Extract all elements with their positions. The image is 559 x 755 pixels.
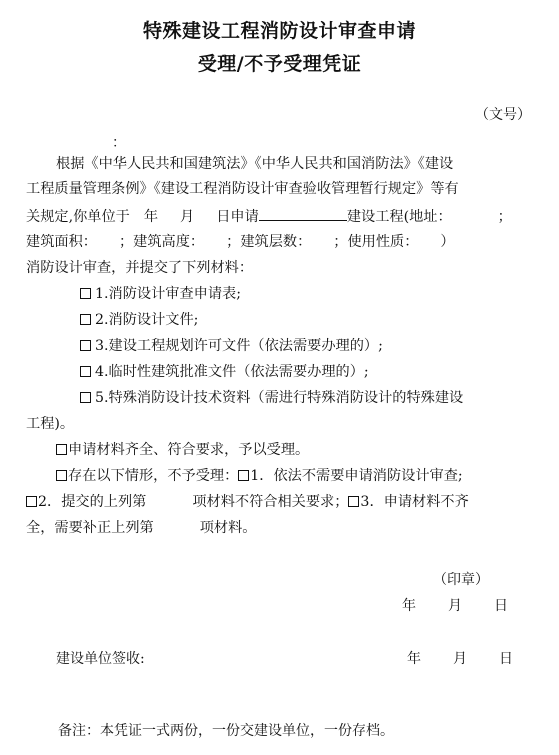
reject-reason-3-tail: 项材料。 [199,520,257,536]
material-item-3 [80,336,383,356]
date-year: 年 [407,651,421,667]
checkbox-material-3[interactable] [80,340,91,351]
reject-option [56,466,463,486]
seal-label: （印章） [433,572,489,588]
applied-on-text: 关规定,你单位于 [26,209,130,225]
separator: ； [226,234,241,250]
para1-line2: 工程质量管理条例》《建设工程消防设计审查验收管理暂行规定》等有 [26,181,459,197]
remark-note: 备注：本凭证一式两份，一份交建设单位，一份存档。 [58,723,394,739]
date-day: 日 [494,598,508,614]
para1-line5: 消防设计审查，并提交了下列材料： [26,260,254,276]
title-line-1: 特殊建设工程消防设计审查申请 [142,20,416,42]
year-text: 年 [143,209,159,225]
material-label: 4.临时性建筑批准文件（依法需要办理的）; [95,364,369,380]
material-label: 2.消防设计文件; [95,312,199,328]
material-item-5 [80,388,463,408]
date-day: 日 [499,651,513,667]
title-line-2: 受理/不予受理凭证 [197,53,362,75]
building-height-label: 建筑高度： [133,234,205,250]
seal-date [397,595,513,615]
date-year: 年 [402,598,416,614]
reject-reason-3-label: 3．申请材料不齐 [360,494,469,510]
checkbox-material-4[interactable] [80,366,91,377]
reject-label: 存在以下情形，不予受理： [68,468,239,484]
para1-line1: 根据《中华人民共和国建筑法》《中华人民共和国消防法》《建设 [56,156,454,172]
separator: ； [118,234,134,250]
para1-line4 [26,232,455,252]
building-area-label: 建筑面积： [26,234,97,250]
material-label: 5.特殊消防设计技术资料（需进行特殊消防设计的特殊建设 [95,390,464,406]
checkbox-reject-reason-2[interactable] [26,496,37,507]
month-text: 月 [180,209,195,225]
para1-line3 [26,206,512,227]
date-month: 月 [453,651,467,667]
separator: ； [497,209,512,225]
closing-paren: ） [440,234,455,250]
building-floors-label: 建筑层数： [240,234,312,250]
project-address-text: 建设工程(地址： [346,209,452,225]
day-apply-text: 日申请 [216,209,259,225]
accept-option [56,440,309,460]
material-item-2 [80,310,198,330]
checkbox-material-2[interactable] [80,314,91,325]
checkbox-material-5[interactable] [80,392,91,403]
checkbox-material-1[interactable] [80,288,91,299]
separator: ； [333,234,348,250]
checkbox-reject-reason-3[interactable] [348,496,359,507]
usage-label: 使用性质： [347,234,419,250]
material-item-4 [80,362,369,382]
project-name-blank [259,206,347,221]
checkbox-reject[interactable] [56,470,67,481]
reject-line-2 [26,492,469,512]
date-month: 月 [448,598,462,614]
reject-reason-2-label: 2．提交的上列第 [38,494,147,510]
reject-reason-1-label: 1．依法不需要申请消防设计审查; [250,468,463,484]
checkbox-accept[interactable] [56,444,67,455]
recipient-colon: ： [112,135,126,151]
material-item-5-continued: 工程)。 [26,416,75,432]
document-number-label: （文号） [475,107,531,123]
accept-label: 申请材料齐全、符合要求，予以受理。 [68,442,310,458]
sign-receipt-label: 建设单位签收: [56,651,145,667]
material-label: 3.建设工程规划许可文件（依法需要办理的）; [95,338,383,354]
sign-date [402,648,518,668]
reject-line-3 [26,518,256,538]
checkbox-reject-reason-1[interactable] [238,470,249,481]
reject-reason-2-tail: 项材料不符合相关要求； [192,494,349,510]
material-item-1 [80,284,241,304]
material-label: 1.消防设计审查申请表; [95,286,242,302]
reject-reason-3-cont: 全，需要补正上列第 [26,520,154,536]
